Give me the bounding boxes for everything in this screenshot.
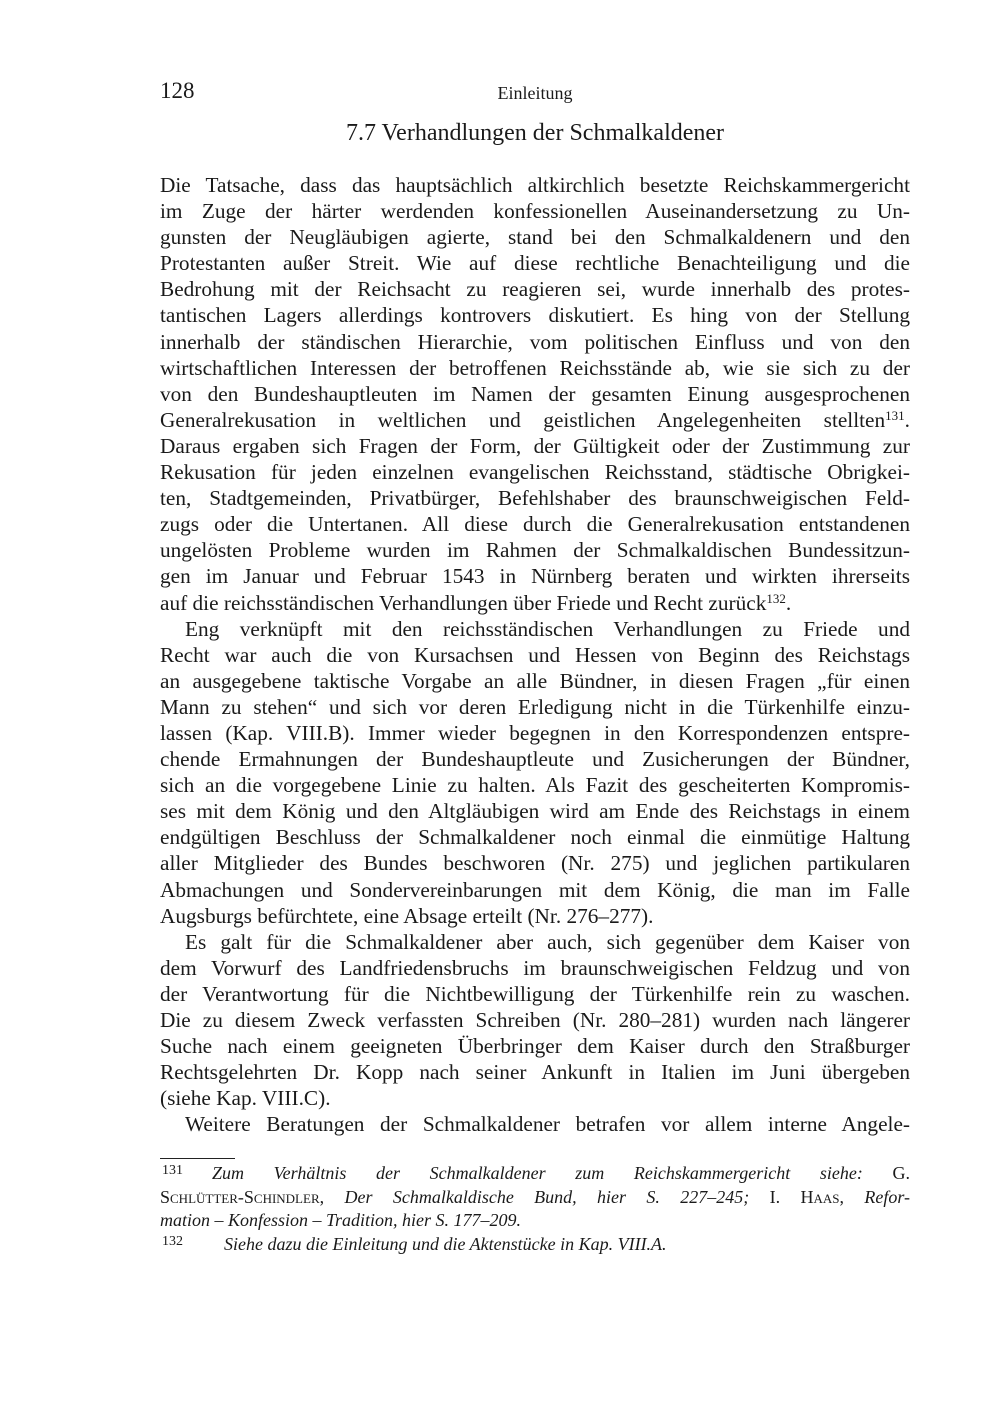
body-line: Rekusation für jeden einzelnen evangelischen Reichsstand, städtische Obrigkei- [160,460,910,485]
body-line: endgültigen Beschluss der Schmalkaldener noch einmal die einmütige Haltung [160,825,910,850]
footnote-separator [160,1158,235,1159]
footnote-ref-132[interactable]: 132 [766,590,786,606]
body-line: Abmachungen und Sondervereinbarungen mit dem König, die man im Falle [160,877,910,902]
body-line [160,407,910,433]
body-line: Die Tatsache, dass das hauptsächlich altkirchlich besetzte Reichskammergericht [160,173,910,197]
section-heading: 7.7 Verhandlungen der Schmalkaldener [345,120,725,146]
body-line: Bedrohung mit der Reichsacht zu reagieren sei, wurde innerhalb des protes- [160,277,910,302]
body-line: der Verantwortung für die Nichtbewilligung der Türkenhilfe rein zu waschen. [160,981,910,1006]
body-line: Recht war auch die von Kursachsen und Hessen von Beginn des Reichstags [160,642,910,667]
body-line: gunsten der Neugläubigen agierte, stand bei den Schmalkaldenern und den [160,225,910,250]
running-head: Einleitung [497,83,573,103]
footnote-131: 131 Zum Verhältnis der Schmalkaldener zum Reichskammergericht siehe: G. [162,1163,910,1183]
body-line: Die zu diesem Zweck verfassten Schreiben (Nr. 280–281) wurden nach längerer [160,1008,910,1032]
body-line: Augsburgs befürchtete, eine Absage erteilt (Nr. 276–277). [160,903,654,928]
body-line: ses mit dem König und den Altgläubigen wird am Ende des Reichstags in einem [160,799,910,824]
period: . [785,590,792,615]
author-name: Haas [800,1186,840,1207]
body-line: ungelösten Probleme wurden im Rahmen der Schmalkaldischen Bundessitzun- [160,538,910,563]
body-line: zugs oder die Untertanen. All diese durch die Generalrekusation entstandenen [160,512,910,537]
body-line: aller Mitglieder des Bundes beschworen (Nr. 275) und jeglichen partikularen [160,851,910,876]
body-line-text: auf die reichsständischen Verhandlungen über Friede und Recht zurück [160,590,767,615]
body-line: Protestanten außer Streit. Wie auf diese rechtliche Benachteiligung und die [160,251,910,276]
body-line: chende Ermahnungen der Bundeshauptleute und Zusicherungen der Bündner, [160,747,910,772]
body-line: Es galt für die Schmalkaldener aber auch, sich gegenüber dem Kaiser von [185,929,910,954]
body-line: von den Bundeshauptleuten im Namen der gesamten Einung ausgesprochenen [160,381,910,406]
body-line-text: Generalrekusation in weltlichen und geistlichen Angelegenheiten stellten [160,407,886,432]
body-line: tantischen Lagers allerdings kontrovers diskutiert. Es hing von der Stellung [160,303,910,328]
body-line: sich an die vorgegebene Linie zu halten. Als Fazit des gescheiterten Kompromis- [160,773,910,798]
footnote-131-line: Schlütter-Schindler, Der Schmalkaldische Bund, hier S. 227–245; I. Haas, Refor- [160,1186,911,1207]
body-line: Daraus ergaben sich Fragen der Form, der Gültigkeit oder der Zustimmung zur [160,433,910,458]
body-text [160,172,910,1137]
author-name: Schlütter-Schindler [160,1186,320,1207]
footnote-ref-131[interactable]: 131 [885,407,905,423]
page-number: 128 [160,78,195,103]
body-line: wirtschaftlichen Interessen der betroffenen Reichsstände ab, wie sie sich zu der [160,355,910,380]
body-line: im Zuge der härter werdenden konfessionellen Auseinandersetzung zu Un- [160,199,910,224]
body-line [160,590,910,616]
body-line: innerhalb der ständischen Hierarchie, vom politischen Einfluss und von den [160,329,910,354]
work-title: Der Schmalkaldische Bund, hier S. 227–245; [344,1186,750,1207]
author-initial: I. [769,1186,781,1207]
author-initial: G. [892,1163,910,1183]
body-line: Suche nach einem geeigneten Überbringer dem Kaiser durch den Straßburger [160,1034,910,1059]
body-line: dem Vorwurf des Landfriedensbruchs im braunschweigischen Feldzug und von [160,955,910,980]
footnote-131-line: mation – Konfession – Tradition, hier S. 177–209. [160,1210,522,1230]
body-line: Eng verknüpft mit den reichsständischen Verhandlungen zu Friede und [185,616,910,641]
work-title: Refor- [864,1186,911,1207]
body-line: Mann zu stehen“ und sich vor deren Erledigung nicht in die Türkenhilfe einzu- [160,694,910,719]
footnote-132: 132 Siehe dazu die Einleitung und die Aktenstücke in Kap. VIII.A. [162,1233,667,1254]
body-line: Weitere Beratungen der Schmalkaldener betrafen vor allem interne Angele- [185,1112,910,1137]
body-line: Rechtsgelehrten Dr. Kopp nach seiner Ankunft in Italien im Juni übergeben [160,1060,910,1085]
footnote-text: Zum Verhältnis der Schmalkaldener zum Reichskammergericht siehe: [212,1163,863,1183]
footnotes [160,1162,910,1256]
body-line: gen im Januar und Februar 1543 in Nürnberg beraten und wirkten ihrerseits [160,564,910,589]
body-line: lassen (Kap. VIII.B). Immer wieder begegnen in den Korrespondenzen entspre- [160,720,910,745]
body-line: an ausgegebene taktische Vorgabe an alle Bündner, in diesen Fragen „für einen [160,668,910,693]
body-line: (siehe Kap. VIII.C). [160,1086,331,1111]
body-line: ten, Stadtgemeinden, Privatbürger, Befehlshaber des braunschweigischen Feld- [160,486,910,511]
period: . [904,407,910,432]
footnote-text: Siehe dazu die Einleitung und die Aktenstücke in Kap. VIII.A. [224,1233,667,1254]
